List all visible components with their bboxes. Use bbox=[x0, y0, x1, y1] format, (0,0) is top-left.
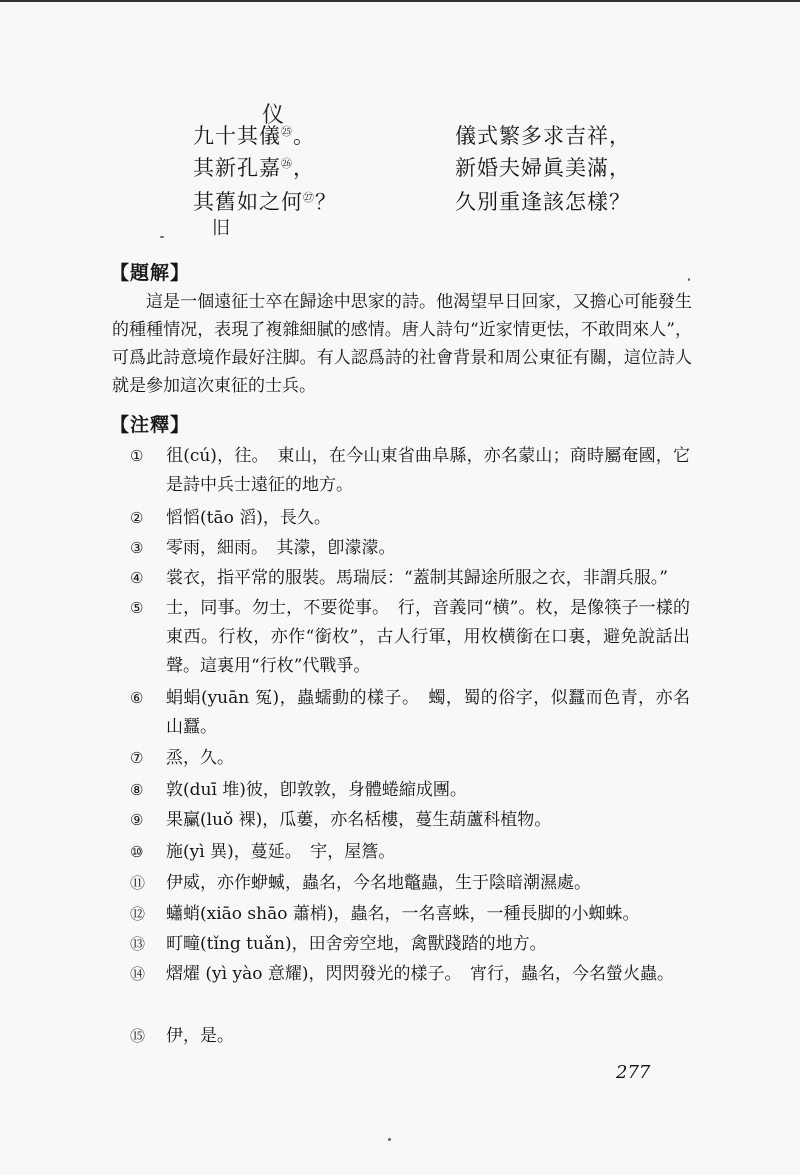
scan-speck bbox=[688, 278, 690, 281]
note-number: ⑮ bbox=[130, 1027, 146, 1045]
section-heading-tijie: 【題解】 bbox=[110, 262, 191, 284]
note-item bbox=[130, 594, 690, 681]
note-text: 伊威，亦作蛜蝛，蟲名，今名地鼈蟲，生于陰暗潮濕處。 bbox=[166, 873, 591, 893]
page-number: 277 bbox=[616, 1062, 651, 1083]
note-number: ⑭ bbox=[130, 965, 146, 983]
note-item bbox=[130, 838, 690, 867]
note-item bbox=[130, 869, 690, 898]
poem-left-line-1 bbox=[193, 120, 315, 150]
note-text: 裳衣，指平常的服裝。馬瑞辰：“蓋制其歸途所服之衣，非謂兵服。” bbox=[166, 568, 668, 588]
note-number: ⑨ bbox=[130, 811, 144, 829]
handwritten-annotation-yi: 仪 bbox=[262, 103, 285, 128]
note-text: 慆慆(tāo 滔)，長久。 bbox=[166, 508, 331, 528]
poem-left-text: 其新孔嘉 bbox=[193, 156, 281, 180]
note-item bbox=[130, 744, 690, 773]
poem-note-mark: ㉗ bbox=[303, 191, 315, 204]
section-heading-zhushi: 【注釋】 bbox=[110, 414, 191, 436]
note-number: ⑥ bbox=[130, 689, 144, 707]
note-item bbox=[130, 930, 690, 959]
poem-left-text: 九十其儀 bbox=[193, 124, 281, 148]
poem-note-mark: ㉕ bbox=[281, 125, 293, 138]
note-text: 徂(cú)，往。 東山，在今山東省曲阜縣，亦名蒙山；商時屬奄國，它是詩中兵士遠征的地方。 bbox=[166, 446, 690, 495]
note-number: ④ bbox=[130, 569, 144, 587]
note-text: 烝，久。 bbox=[166, 748, 234, 768]
poem-left-punct: ？ bbox=[315, 190, 337, 214]
note-text: 敦(duī 堆)彼，卽敦敦，身體蜷縮成團。 bbox=[166, 780, 467, 800]
note-number: ⑧ bbox=[130, 781, 144, 799]
poem-left-punct: ， bbox=[293, 156, 315, 180]
note-text: 熠燿 (yì yào 意耀)，閃閃發光的樣子。 宵行，蟲名，今名螢火蟲。 bbox=[166, 964, 674, 984]
note-number: ⑩ bbox=[130, 843, 144, 861]
note-item bbox=[130, 806, 690, 835]
note-number: ⑪ bbox=[130, 874, 146, 892]
poem-note-mark: ㉖ bbox=[281, 157, 293, 170]
note-text: 伊，是。 bbox=[166, 1026, 234, 1046]
poem-left-line-2 bbox=[193, 152, 315, 182]
top-border bbox=[0, 0, 800, 2]
note-text: 蜎蜎(yuān 冤)，蟲蠕動的樣子。 蠋，蜀的俗字，似蠶而色青，亦名山蠶。 bbox=[166, 688, 690, 737]
poem-left-punct: 。 bbox=[293, 124, 315, 148]
note-item bbox=[130, 504, 690, 533]
note-item bbox=[130, 534, 690, 563]
note-item bbox=[130, 1022, 690, 1051]
note-number: ⑤ bbox=[130, 599, 144, 617]
poem-left-line-3 bbox=[193, 186, 337, 216]
note-text: 施(yì 異)，蔓延。 宇，屋簷。 bbox=[166, 842, 396, 862]
note-text: 零雨，細雨。 其濛，卽濛濛。 bbox=[166, 538, 396, 558]
note-number: ③ bbox=[130, 539, 144, 557]
scan-speck bbox=[160, 236, 164, 238]
poem-right-line-3: 久別重逢該怎樣？ bbox=[455, 190, 631, 214]
note-item bbox=[130, 442, 690, 500]
note-item bbox=[130, 900, 690, 929]
note-text: 町疃(tǐng tuǎn)，田舍旁空地，禽獸踐踏的地方。 bbox=[166, 934, 547, 954]
note-text: 果臝(luǒ 裸)，瓜蔞，亦名栝樓，蔓生葫蘆科植物。 bbox=[166, 810, 552, 830]
note-number: ② bbox=[130, 509, 144, 527]
poem-right-line-1: 儀式繁多求吉祥， bbox=[455, 124, 631, 148]
note-number: ⑬ bbox=[130, 935, 146, 953]
scan-speck bbox=[388, 1138, 391, 1141]
handwritten-annotation-jiu: 旧 bbox=[212, 218, 230, 239]
note-item bbox=[130, 776, 690, 805]
poem-left-text: 其舊如之何 bbox=[193, 190, 303, 214]
note-text: 士，同事。勿士，不要從事。 行，音義同“横”。枚，是像筷子一樣的東西。行枚，亦作“銜枚”，古人行軍，用枚横銜在口裏，避免說話出聲。這裏用“行枚”代戰爭。 bbox=[166, 598, 690, 676]
note-item bbox=[130, 960, 690, 989]
poem-right-line-2: 新婚夫婦眞美滿， bbox=[455, 156, 631, 180]
note-text: 蠨蛸(xiāo shāo 蕭梢)，蟲名，一名喜蛛，一種長脚的小蜘蛛。 bbox=[166, 904, 640, 924]
note-number: ⑦ bbox=[130, 749, 144, 767]
note-item bbox=[130, 564, 690, 593]
note-number: ① bbox=[130, 447, 144, 465]
tijie-paragraph: 這是一個遠征士卒在歸途中思家的詩。他渴望早日回家，又擔心可能發生的種種情况，表現了複雜細膩的感情。唐人詩句“近家情更怯，不敢問來人”，可爲此詩意境作最好注脚。有人認爲詩的社會背景和周公東征有關，這位詩人就是參加這次東征的士兵。 bbox=[112, 292, 692, 396]
note-item bbox=[130, 684, 690, 742]
note-number: ⑫ bbox=[130, 905, 146, 923]
